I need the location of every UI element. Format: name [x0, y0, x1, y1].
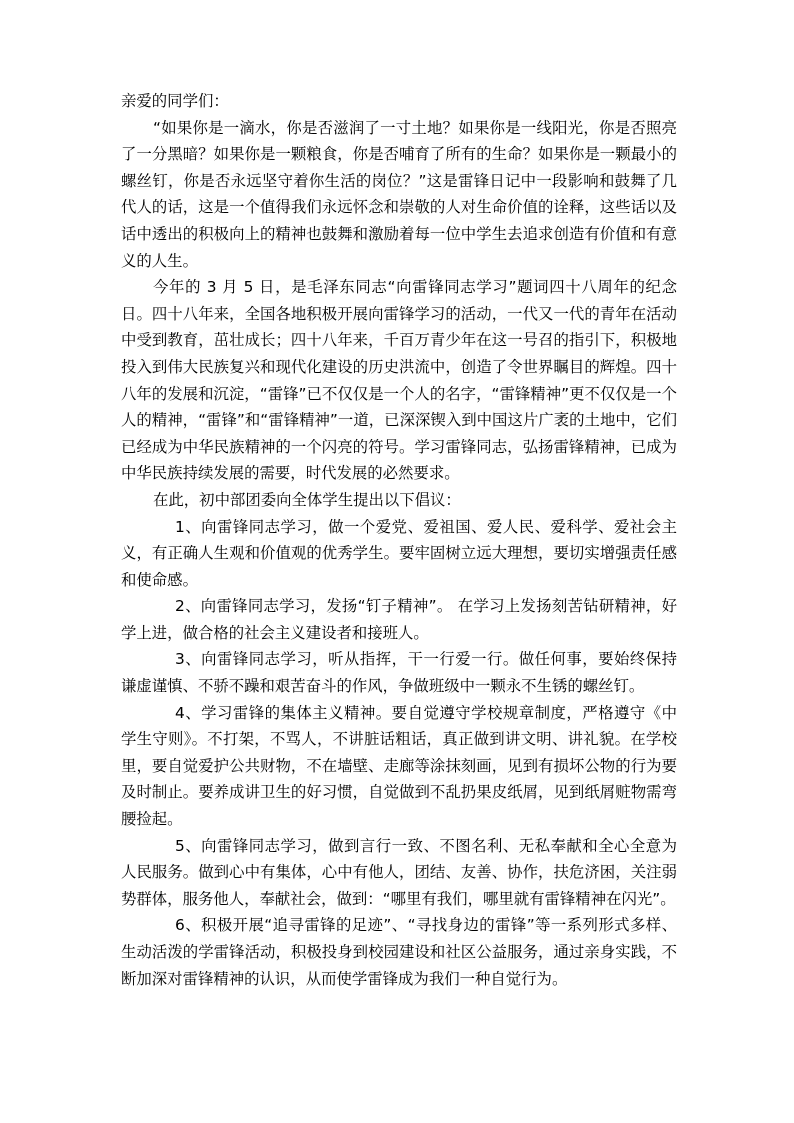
proposal-item-2: 2、向雷锋同志学习，发扬“钉子精神”。 在学习上发扬刻苦钻研精神，好学上进，做合格的社会主义建设者和接班人。 — [121, 597, 677, 642]
proposal-item-5: 5、向雷锋同志学习，做到言行一致、不图名利、无私奉献和全心全意为人民服务。做到心中有集体，心中有他人，团结、友善、协作，扶危济困，关注弱势群体，服务他人，奉献社会，做到：“哪里有我们，哪里就有雷锋精神在闪光”。 — [121, 836, 677, 908]
proposal-item-6: 6、积极开展“追寻雷锋的足迹”、“寻找身边的雷锋”等一系列形式多样、生动活泼的学雷锋活动，积极投身到校园建设和社区公益服务，通过亲身实践，不断加深对雷锋精神的认识，从而使学雷锋成为我们一种自觉行为。 — [121, 916, 677, 988]
document-body — [121, 88, 677, 992]
paragraph-proposal-intro: 在此，初中部团委向全体学生提出以下倡议： — [153, 490, 461, 509]
paragraph-anniversary: 今年的 3 月 5 日，是毛泽东同志“向雷锋同志学习”题词四十八周年的纪念日。四十八年来，全国各地积极开展向雷锋学习的活动，一代又一代的青年在活动中受到教育，茁壮成长；四十八年来，千百万青少年在这一号召的指引下，积极地投入到伟大民族复兴和现代化建设的历史洪流中，创造了令世界瞩目的辉煌。四十八年的发展和沉淀，“雷锋”已不仅仅是一个人的名字，“雷锋精神”更不仅仅是一个人的精神，“雷锋”和“雷锋精神”一道，已深深锲入到中国这片广袤的土地中，它们已经成为中华民族精神的一个闪亮的符号。学习雷锋同志，弘扬雷锋精神，已成为中华民族持续发展的需要，时代发展的必然要求。 — [121, 278, 677, 483]
paragraph-quote: “如果你是一滴水，你是否滋润了一寸土地？如果你是一线阳光，你是否照亮了一分黑暗？如果你是一颗粮食，你是否哺育了所有的生命？如果你是一颗最小的螺丝钉，你是否永远坚守着你生活的岗位？”这是雷锋日记中一段影响和鼓舞了几代人的话，这是一个值得我们永远怀念和崇敬的人对生命价值的诠释，这些话以及话中透出的积极向上的精神也鼓舞和激励着每一位中学生去追求创造有价值和有意义的人生。 — [121, 118, 677, 270]
proposal-item-3: 3、向雷锋同志学习，听从指挥，干一行爱一行。做任何事，要始终保持谦虚谨慎、不骄不躁和艰苦奋斗的作风，争做班级中一颗永不生锈的螺丝钉。 — [121, 650, 677, 696]
salutation: 亲爱的同学们： — [121, 92, 229, 110]
proposal-item-1: 1、向雷锋同志学习，做一个爱党、爱祖国、爱人民、爱科学、爱社会主义，有正确人生观和价值观的优秀学生。要牢固树立远大理想，要切实增强责任感和使命感。 — [121, 517, 677, 589]
proposal-item-4: 4、学习雷锋的集体主义精神。要自觉遵守学校规章制度，严格遵守《中学生守则》。不打架，不骂人，不讲脏话粗话，真正做到讲文明、讲礼貌。在学校里，要自觉爱护公共财物，不在墙壁、走廊等涂抹刻画，见到有损坏公物的行为要及时制止。要养成讲卫生的好习惯，自觉做到不乱扔果皮纸屑，见到纸屑赃物需弯腰捡起。 — [121, 703, 677, 829]
